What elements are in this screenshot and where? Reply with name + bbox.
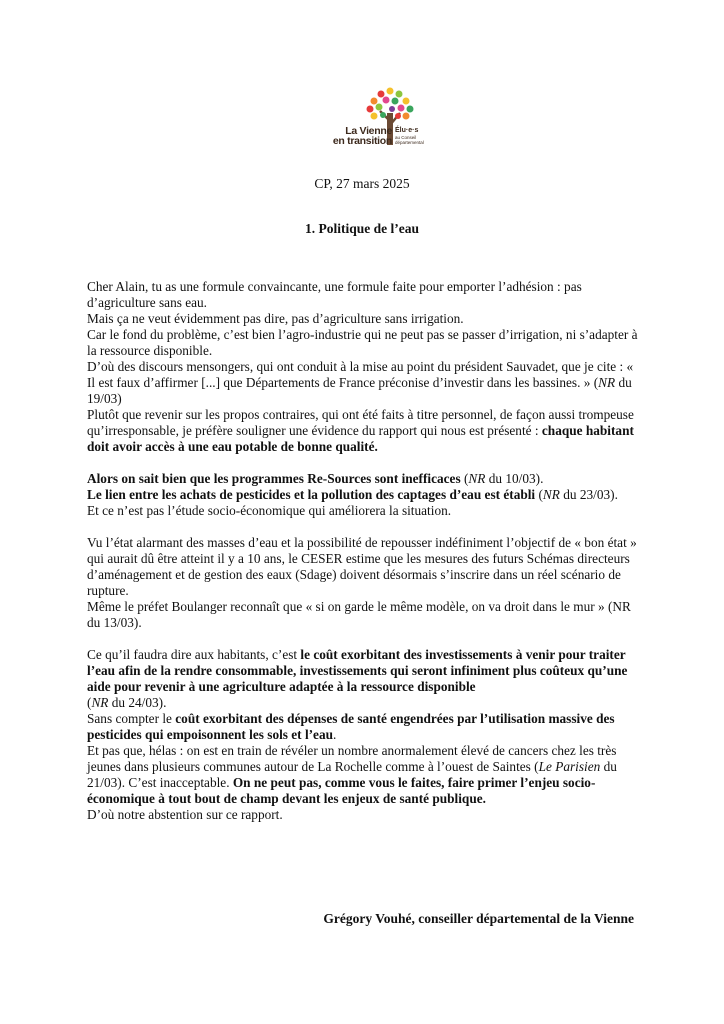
paragraph: D’où des discours mensongers, qui ont conduit à la mise au point du président Sauvadet, que je cite : « Il est faux d’affirmer [...] que Départements de France préconise d’investir dans les bassines. » (NR du 19/03)	[87, 359, 634, 406]
paragraph: Mais ça ne veut évidemment pas dire, pas d’agriculture sans irrigation.	[87, 311, 464, 326]
paragraph: Sans compter le coût exorbitant des dépenses de santé engendrées par l’utilisation massive des pesticides qui empoisonnent les sols et l’eau.	[87, 711, 615, 742]
paragraph: Vu l’état alarmant des masses d’eau et la possibilité de repousser indéfiniment l’objectif de « bon état » qui aurait dû être atteint il y a 10 ans, le CESER estime que les mesures des futurs Schémas directeurs d’aménagement et de gestion des eaux (Sdage) doivent désormais s’inscrire dans un réel scénario de rupture.	[87, 535, 637, 598]
press-release-date: CP, 27 mars 2025	[314, 176, 410, 191]
paragraph: Car le fond du problème, c’est bien l’agro-industrie qui ne peut pas se passer d’irrigation, ni s’adapter à la ressource disponible.	[87, 327, 638, 358]
paragraph: D’où notre abstention sur ce rapport.	[87, 807, 283, 822]
paragraph: Alors on sait bien que les programmes Re-Sources sont inefficaces (NR du 10/03).	[87, 471, 544, 486]
paragraph: Même le préfet Boulanger reconnaît que « si on garde le même modèle, on va droit dans le mur » (NR du 13/03).	[87, 599, 631, 630]
signature: Grégory Vouhé, conseiller départemental de la Vienne	[323, 911, 634, 926]
logo	[318, 86, 428, 156]
paragraph: Ce qu’il faudra dire aux habitants, c’est le coût exorbitant des investissements à venir pour traiter l’eau afin de la rendre consommable, investissements qui seront infiniment plus coûteux qu’une aide pour revenir à une agriculture adaptée à la ressource disponible (NR du 24/03).	[87, 647, 628, 710]
logo-subtitle: Élu·e·s au Conseil départemental	[395, 127, 424, 145]
section-heading: 1. Politique de l’eau	[305, 221, 419, 236]
logo-title: La Vienne en transition	[332, 125, 392, 147]
paragraph: Plutôt que revenir sur les propos contraires, qui ont été faits à titre personnel, de façon aussi trompeuse qu’irresponsable, je préfère souligner une évidence du rapport qui nous est présenté : chaque habitant doit avoir accès à une eau potable de bonne qualité.	[87, 407, 634, 454]
paragraph: Et ce n’est pas l’étude socio-économique qui améliorera la situation.	[87, 503, 452, 518]
body-text	[87, 279, 641, 823]
paragraph: Et pas que, hélas : on est en train de révéler un nombre anormalement élevé de cancers chez les très jeunes dans plusieurs communes autour de La Rochelle comme à l’ouest de Saintes (Le Parisien du 21/03). C’est inacceptable. On ne peut pas, comme vous le faites, faire primer l’enjeu socio-économique à tout bout de champ devant les enjeux de santé publique.	[87, 743, 617, 806]
paragraph: Cher Alain, tu as une formule convaincante, une formule faite pour emporter l’adhésion : pas d’agriculture sans eau.	[87, 279, 582, 310]
paragraph: Le lien entre les achats de pesticides et la pollution des captages d’eau est établi (NR du 23/03).	[87, 487, 618, 502]
